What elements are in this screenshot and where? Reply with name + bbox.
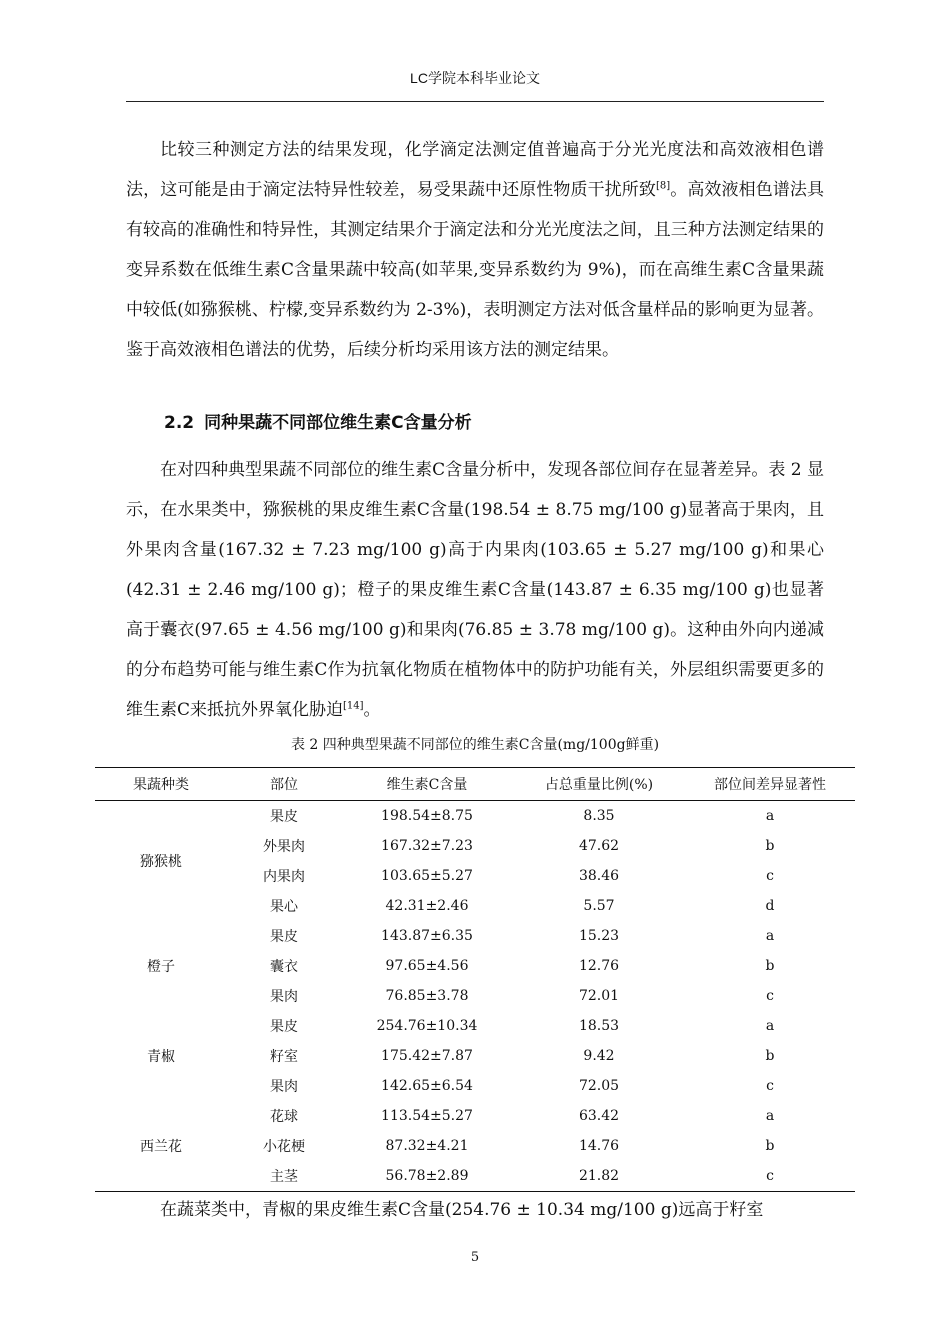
table-cell: 142.65±6.54 (381, 1078, 473, 1094)
table-cell: 果肉 (270, 1079, 298, 1095)
vitamin-c-table (95, 767, 855, 1192)
citation-ref: [14] (343, 700, 364, 712)
column-header: 占总重量比例(%) (513, 768, 685, 801)
group-name: 西兰花 (140, 1139, 182, 1155)
table-cell: 63.42 (578, 1108, 620, 1124)
table-cell: c (766, 988, 774, 1004)
table-cell: c (766, 1168, 774, 1184)
group-name: 猕猴桃 (140, 854, 182, 870)
table-cell: 小花梗 (263, 1139, 305, 1155)
table-cell: 果皮 (270, 929, 298, 945)
table-cell: c (766, 868, 774, 884)
table-cell: 72.01 (578, 988, 620, 1004)
table-cell: 果皮 (270, 1019, 298, 1035)
table-cell: 果心 (270, 899, 298, 915)
table-cell: 果肉 (270, 989, 298, 1005)
table-cell: b (765, 1048, 775, 1064)
table-cell: 103.65±5.27 (381, 868, 473, 884)
table-row (95, 1011, 855, 1041)
table-cell: 21.82 (578, 1168, 620, 1184)
page-number: 5 (470, 1250, 480, 1265)
table-cell: a (765, 1108, 775, 1124)
group-name: 青椒 (147, 1049, 175, 1065)
table-cell: 87.32±4.21 (385, 1138, 469, 1154)
column-header: 果蔬种类 (95, 768, 227, 801)
table-cell: 42.31±2.46 (385, 898, 469, 914)
table-cell: 167.32±7.23 (381, 838, 473, 854)
citation-ref: [8] (655, 180, 671, 192)
table-cell: 47.62 (578, 838, 620, 854)
table-cell: 72.05 (578, 1078, 620, 1094)
table-cell: 主茎 (270, 1169, 298, 1185)
table-header-row (95, 768, 855, 801)
table-cell: 5.57 (583, 898, 615, 914)
table-cell: 113.54±5.27 (381, 1108, 473, 1124)
table-cell: 籽室 (270, 1049, 298, 1065)
table-row (95, 801, 855, 832)
column-header: 部位 (227, 768, 341, 801)
header-divider (126, 101, 824, 102)
table-cell: 198.54±8.75 (381, 808, 473, 824)
table-cell: 97.65±4.56 (385, 958, 469, 974)
table-cell: 囊衣 (270, 959, 298, 975)
table-cell: 76.85±3.78 (385, 988, 469, 1004)
table-cell: 38.46 (578, 868, 620, 884)
table-cell: b (765, 1138, 775, 1154)
table-cell: 143.87±6.35 (381, 928, 473, 944)
paragraph-vegetable-analysis: 在蔬菜类中，青椒的果皮维生素C含量(254.76 ± 10.34 mg/100 g)远高于籽室 (160, 1200, 764, 1220)
table-cell: a (765, 928, 775, 944)
table-cell: 花球 (270, 1109, 298, 1125)
table-cell: 254.76±10.34 (376, 1018, 478, 1034)
table-cell: 外果肉 (263, 839, 305, 855)
table-caption: 表 2 四种典型果蔬不同部位的维生素C含量(mg/100g鲜重) (290, 737, 660, 753)
table-cell: b (765, 958, 775, 974)
table-cell: 9.42 (583, 1048, 615, 1064)
table-cell: b (765, 838, 775, 854)
table-cell: a (765, 808, 775, 824)
table-cell: a (765, 1018, 775, 1034)
table-row (95, 1101, 855, 1131)
section-title: 同种果蔬不同部位维生素C含量分析 (204, 413, 472, 433)
section-number: 2.2 (164, 413, 195, 433)
column-header: 部位间差异显著性 (685, 768, 855, 801)
table-cell: 14.76 (578, 1138, 620, 1154)
table-cell: 12.76 (578, 958, 620, 974)
page-header: LC学院本科毕业论文 (410, 70, 540, 86)
paragraph-part-analysis (126, 450, 824, 730)
table-cell: 15.23 (578, 928, 620, 944)
paragraph-text: 比较三种测定方法的结果发现，化学滴定法测定值普遍高于分光光度法和高效液相色谱法，这可能是由于滴定法特异性较差，易受果蔬中还原性物质干扰所致 (126, 140, 824, 200)
table-cell: 8.35 (583, 808, 615, 824)
table-row (95, 921, 855, 951)
column-header: 维生素C含量 (341, 768, 513, 801)
paragraph-text: 。 (363, 700, 381, 720)
table-cell: 56.78±2.89 (385, 1168, 469, 1184)
table-cell: 果皮 (270, 809, 298, 825)
paragraph-text: 在对四种典型果蔬不同部位的维生素C含量分析中，发现各部位间存在显著差异。表 2 显示，在水果类中，猕猴桃的果皮维生素C含量(198.54 ± 8.75 mg/100 g)显著高于果肉，且外果肉含量(167.32 ± 7.23 mg/100 g)高于内果肉(103.65 ± 5.27 mg/100 g)和果心(42.31 ± 2.46 mg/100 g)；橙子的果皮维生素C含量(143.87 ± 6.35 mg/100 g)也显著高于囊衣(97.65 ± 4.56 mg/100 g)和果肉(76.85 ± 3.78 mg/100 g)。这种由外向内递减的分布趋势可能与维生素C作为抗氧化物质在植物体中的防护功能有关，外层组织需要更多的维生素C来抵抗外界氧化胁迫 (126, 460, 824, 720)
table-cell: 内果肉 (263, 869, 305, 885)
paragraph-text: 。高效液相色谱法具有较高的准确性和特异性，其测定结果介于滴定法和分光光度法之间，且三种方法测定结果的变异系数在低维生素C含量果蔬中较高(如苹果,变异系数约为 9%)，而在高维生素C含量果蔬中较低(如猕猴桃、柠檬,变异系数约为 2-3%)，表明测定方法对低含量样品的影响更为显著。鉴于高效液相色谱法的优势，后续分析均采用该方法的测定结果。 (126, 180, 825, 360)
table-cell: 18.53 (578, 1018, 620, 1034)
table-cell: d (765, 898, 775, 914)
section-heading (164, 408, 472, 433)
table-cell: c (766, 1078, 774, 1094)
table-cell: 175.42±7.87 (381, 1048, 473, 1064)
paragraph-method-comparison (126, 130, 824, 370)
group-name: 橙子 (147, 959, 175, 975)
